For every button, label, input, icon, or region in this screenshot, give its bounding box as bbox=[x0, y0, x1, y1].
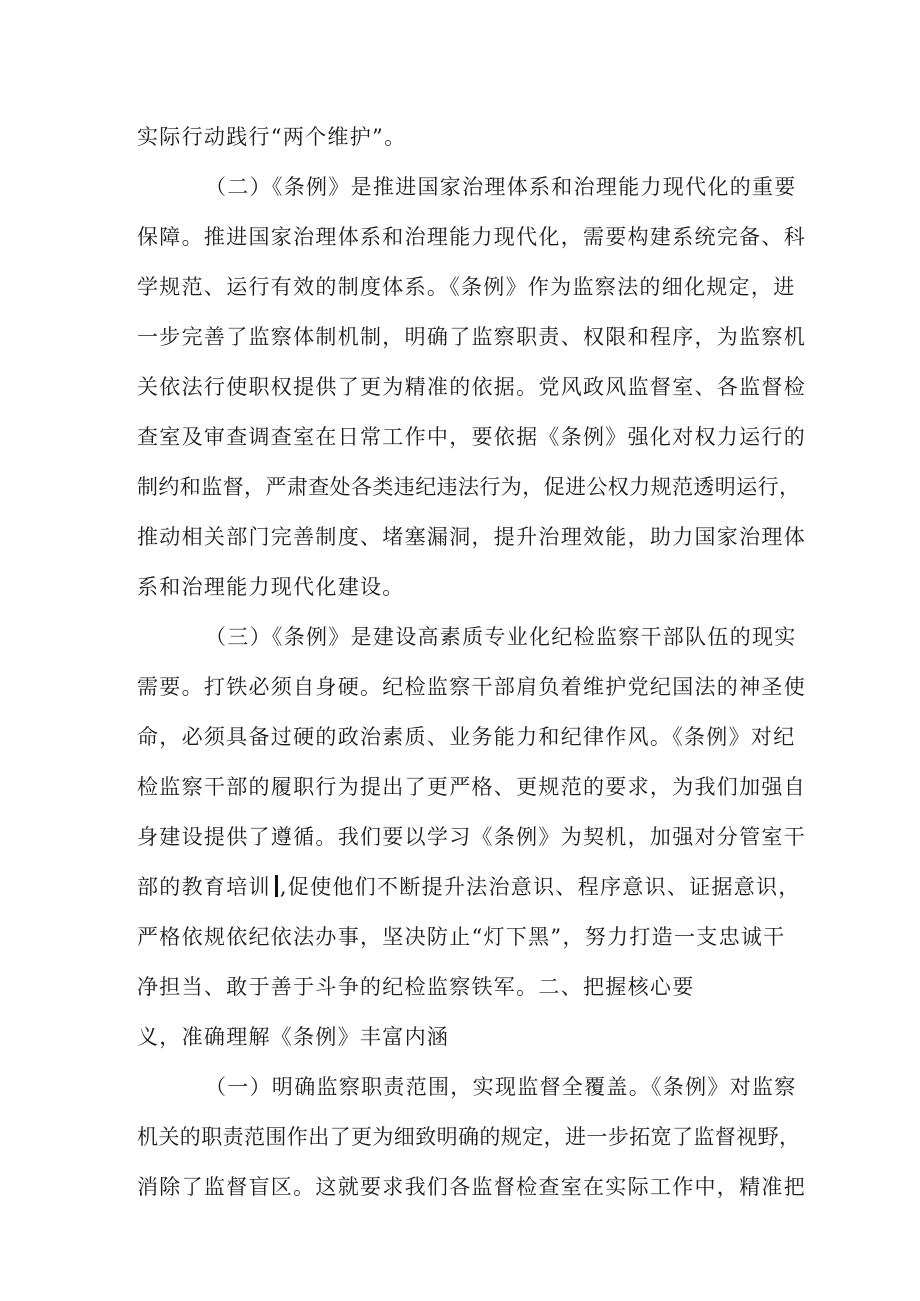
text-line: 制约和监督，严肃查处各类违纪违法行为，促进公权力规范透明运行， bbox=[137, 475, 801, 499]
text-line: 严格依规依纪依法办事，坚决防止“灯下黑”，努力打造一支忠诚干 bbox=[137, 925, 786, 949]
text-line: 一步完善了监察体制机制，明确了监察职责、权限和程序，为监察机 bbox=[137, 325, 806, 349]
text-cursor-mark bbox=[275, 875, 278, 897]
text-line-with-cursor bbox=[137, 872, 801, 902]
text-segment: ,促使他们不断提升法治意识、程序意识、证据意识， bbox=[279, 875, 801, 899]
text-line: 命，必须具备过硬的政治素质、业务能力和纪律作风。《条例》对纪 bbox=[137, 725, 796, 749]
paragraph-4-heading: （一）明确监察职责范围，实现监督全覆盖。《条例》对监察 bbox=[205, 1075, 797, 1099]
text-line: 学规范、运行有效的制度体系。《条例》作为监察法的细化规定，进 bbox=[137, 275, 796, 299]
text-line: 推动相关部门完善制度、堵塞漏洞，提升治理效能，助力国家治理体 bbox=[137, 525, 806, 549]
paragraph-3-heading: （三）《条例》是建设高素质专业化纪检监察干部队伍的现实 bbox=[205, 625, 797, 649]
text-line: 消除了监督盲区。这就要求我们各监督检查室在实际工作中，精准把 bbox=[137, 1175, 806, 1199]
text-line: 关依法行使职权提供了更为精准的依据。党风政风监督室、各监督检 bbox=[137, 375, 806, 399]
text-line: 实际行动践行“两个维护”。 bbox=[137, 125, 407, 149]
text-line: 系和治理能力现代化建设。 bbox=[137, 575, 405, 599]
text-line: 机关的职责范围作出了更为细致明确的规定，进一步拓宽了监督视野， bbox=[137, 1125, 801, 1149]
text-segment: 部的教育培训 bbox=[137, 875, 271, 899]
text-line: 义，准确理解《条例》丰富内涵 bbox=[137, 1025, 450, 1049]
text-line: 查室及审查调查室在日常工作中，要依据《条例》强化对权力运行的 bbox=[137, 425, 806, 449]
text-line: 身建设提供了遵循。我们要以学习《条例》为契机，加强对分管室干 bbox=[137, 825, 806, 849]
text-line: 需要。打铁必须自身硬。纪检监察干部肩负着维护党纪国法的神圣使 bbox=[137, 675, 806, 699]
text-line: 检监察干部的履职行为提出了更严格、更规范的要求，为我们加强自 bbox=[137, 775, 806, 799]
text-line: 净担当、敢于善于斗争的纪检监察铁军。二、把握核心要 bbox=[137, 975, 695, 999]
text-line: 保障。推进国家治理体系和治理能力现代化，需要构建系统完备、科 bbox=[137, 225, 806, 249]
paragraph-2-heading: （二）《条例》是推进国家治理体系和治理能力现代化的重要 bbox=[205, 175, 797, 199]
